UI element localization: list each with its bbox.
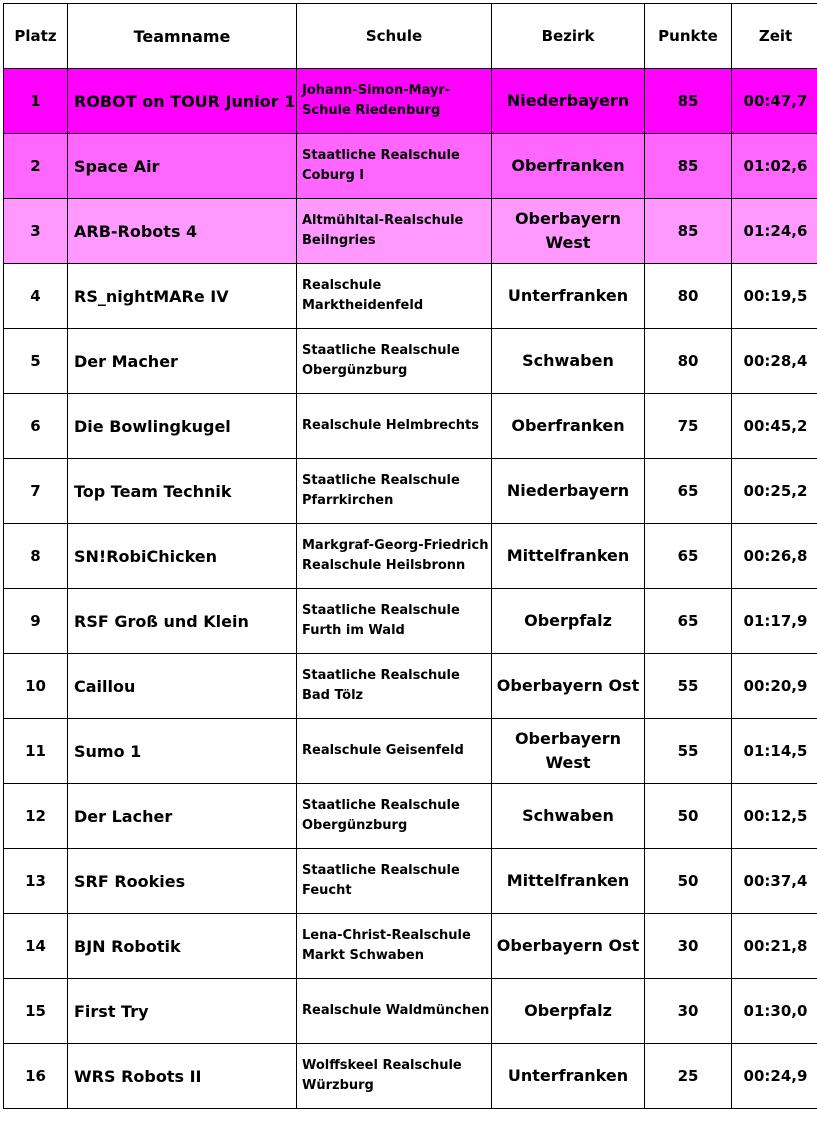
cell-teamname	[68, 849, 297, 914]
header-zeit: Zeit	[732, 4, 817, 69]
cell-teamname	[68, 134, 297, 199]
cell-platz: 3	[4, 199, 68, 264]
table-row	[4, 264, 817, 329]
cell-bezirk	[492, 134, 645, 199]
cell-bezirk-text: Unterfranken	[507, 1066, 629, 1085]
cell-bezirk	[492, 524, 645, 589]
cell-punkte: 65	[645, 459, 732, 524]
cell-zeit: 01:02,6	[732, 134, 817, 199]
cell-zeit: 00:12,5	[732, 784, 817, 849]
cell-schule-text: Staatliche Realschule Pfarrkirchen	[302, 473, 460, 508]
cell-teamname-text: ARB-Robots 4	[74, 221, 198, 241]
cell-platz: 16	[4, 1044, 68, 1109]
table-body	[4, 69, 817, 1109]
header-teamname: Teamname	[68, 4, 297, 69]
results-table	[3, 3, 817, 1109]
table-row	[4, 979, 817, 1044]
cell-teamname	[68, 329, 297, 394]
cell-teamname	[68, 654, 297, 719]
cell-bezirk	[492, 69, 645, 134]
cell-punkte: 75	[645, 394, 732, 459]
cell-platz: 10	[4, 654, 68, 719]
header-bezirk: Bezirk	[492, 4, 645, 69]
cell-teamname	[68, 459, 297, 524]
cell-schule	[297, 914, 492, 979]
cell-bezirk	[492, 654, 645, 719]
table-row	[4, 1044, 817, 1109]
cell-teamname-text: WRS Robots II	[74, 1066, 202, 1086]
cell-bezirk	[492, 394, 645, 459]
cell-schule	[297, 849, 492, 914]
cell-zeit: 00:47,7	[732, 69, 817, 134]
cell-punkte: 55	[645, 654, 732, 719]
header-row	[4, 4, 817, 69]
cell-platz: 7	[4, 459, 68, 524]
cell-zeit: 01:30,0	[732, 979, 817, 1044]
cell-teamname	[68, 199, 297, 264]
cell-platz: 14	[4, 914, 68, 979]
cell-punkte: 80	[645, 264, 732, 329]
table-row	[4, 69, 817, 134]
cell-platz: 11	[4, 719, 68, 784]
cell-bezirk	[492, 849, 645, 914]
table-row	[4, 849, 817, 914]
cell-punkte: 85	[645, 199, 732, 264]
cell-platz: 1	[4, 69, 68, 134]
cell-bezirk-text: Oberfranken	[511, 416, 625, 435]
cell-schule	[297, 784, 492, 849]
cell-schule-text: Realschule Waldmünchen	[302, 1003, 490, 1018]
cell-schule-text: Markgraf-Georg-Friedrich Realschule Heilsbronn	[302, 538, 489, 573]
cell-punkte: 80	[645, 329, 732, 394]
table-row	[4, 719, 817, 784]
cell-punkte: 25	[645, 1044, 732, 1109]
cell-schule	[297, 69, 492, 134]
cell-teamname	[68, 264, 297, 329]
cell-bezirk	[492, 979, 645, 1044]
cell-teamname-text: Space Air	[74, 156, 160, 176]
cell-platz: 5	[4, 329, 68, 394]
cell-schule	[297, 134, 492, 199]
cell-teamname-text: SN!RobiChicken	[74, 546, 218, 566]
cell-platz: 13	[4, 849, 68, 914]
cell-zeit: 01:17,9	[732, 589, 817, 654]
table-row	[4, 394, 817, 459]
cell-zeit: 00:28,4	[732, 329, 817, 394]
cell-zeit: 00:45,2	[732, 394, 817, 459]
cell-bezirk-text: Oberbayern West	[514, 209, 622, 252]
cell-schule	[297, 719, 492, 784]
table-row	[4, 654, 817, 719]
cell-punkte: 30	[645, 914, 732, 979]
cell-teamname-text: RSF Groß und Klein	[74, 611, 249, 631]
cell-schule-text: Staatliche Realschule Coburg I	[302, 148, 460, 183]
cell-platz: 9	[4, 589, 68, 654]
cell-teamname-text: RS_nightMARe IV	[74, 286, 229, 306]
cell-punkte: 85	[645, 69, 732, 134]
cell-bezirk-text: Mittelfranken	[506, 871, 630, 890]
cell-punkte: 55	[645, 719, 732, 784]
cell-teamname	[68, 524, 297, 589]
cell-schule-text: Wolffskeel Realschule Würzburg	[302, 1058, 462, 1093]
cell-schule	[297, 654, 492, 719]
cell-schule	[297, 264, 492, 329]
cell-bezirk	[492, 719, 645, 784]
cell-zeit: 01:24,6	[732, 199, 817, 264]
cell-zeit: 01:14,5	[732, 719, 817, 784]
table-row	[4, 329, 817, 394]
cell-schule-text: Realschule Geisenfeld	[302, 743, 464, 758]
table-row	[4, 524, 817, 589]
cell-zeit: 00:37,4	[732, 849, 817, 914]
cell-teamname-text: Der Macher	[74, 351, 178, 371]
cell-schule-text: Staatliche Realschule Feucht	[302, 863, 460, 898]
cell-teamname-text: Caillou	[74, 676, 136, 696]
cell-punkte: 50	[645, 849, 732, 914]
cell-platz: 6	[4, 394, 68, 459]
cell-bezirk-text: Oberpfalz	[524, 611, 612, 630]
cell-schule-text: Lena-Christ-Realschule Markt Schwaben	[302, 928, 471, 963]
cell-schule-text: Staatliche Realschule Obergünzburg	[302, 798, 460, 833]
cell-teamname-text: Sumo 1	[74, 741, 142, 761]
cell-schule-text: Staatliche Realschule Obergünzburg	[302, 343, 460, 378]
cell-schule-text: Realschule Helmbrechts	[302, 418, 479, 433]
cell-teamname-text: Top Team Technik	[74, 481, 232, 501]
cell-schule	[297, 394, 492, 459]
cell-bezirk-text: Schwaben	[522, 351, 614, 370]
cell-schule	[297, 199, 492, 264]
cell-teamname	[68, 784, 297, 849]
cell-teamname-text: First Try	[74, 1001, 149, 1021]
cell-bezirk-text: Oberbayern Ost	[496, 676, 640, 695]
cell-punkte: 30	[645, 979, 732, 1044]
table-row	[4, 134, 817, 199]
header-schule: Schule	[297, 4, 492, 69]
cell-schule-text: Staatliche Realschule Furth im Wald	[302, 603, 460, 638]
table-row	[4, 459, 817, 524]
table-row	[4, 784, 817, 849]
cell-teamname	[68, 914, 297, 979]
cell-punkte: 50	[645, 784, 732, 849]
cell-bezirk-text: Schwaben	[522, 806, 614, 825]
cell-platz: 15	[4, 979, 68, 1044]
cell-zeit: 00:26,8	[732, 524, 817, 589]
table-row	[4, 589, 817, 654]
cell-teamname	[68, 719, 297, 784]
cell-schule	[297, 329, 492, 394]
cell-bezirk	[492, 589, 645, 654]
cell-zeit: 00:21,8	[732, 914, 817, 979]
cell-schule-text: Realschule Marktheidenfeld	[302, 278, 424, 313]
table-row	[4, 914, 817, 979]
cell-bezirk	[492, 329, 645, 394]
cell-teamname	[68, 979, 297, 1044]
cell-bezirk	[492, 1044, 645, 1109]
cell-zeit: 00:19,5	[732, 264, 817, 329]
cell-schule	[297, 524, 492, 589]
cell-bezirk-text: Niederbayern	[506, 481, 630, 500]
cell-teamname-text: BJN Robotik	[74, 936, 181, 956]
cell-bezirk-text: Oberbayern West	[514, 729, 622, 772]
cell-schule-text: Staatliche Realschule Bad Tölz	[302, 668, 460, 703]
cell-platz: 12	[4, 784, 68, 849]
cell-schule	[297, 459, 492, 524]
cell-teamname-text: SRF Rookies	[74, 871, 186, 891]
header-punkte: Punkte	[645, 4, 732, 69]
cell-teamname	[68, 394, 297, 459]
cell-schule-text: Altmühltal-Realschule Beilngries	[302, 213, 464, 248]
cell-bezirk-text: Unterfranken	[507, 286, 629, 305]
cell-zeit: 00:20,9	[732, 654, 817, 719]
cell-teamname	[68, 69, 297, 134]
cell-bezirk	[492, 784, 645, 849]
cell-teamname	[68, 1044, 297, 1109]
table-row	[4, 199, 817, 264]
cell-bezirk-text: Oberpfalz	[524, 1001, 612, 1020]
cell-bezirk	[492, 264, 645, 329]
cell-zeit: 00:24,9	[732, 1044, 817, 1109]
cell-zeit: 00:25,2	[732, 459, 817, 524]
cell-punkte: 65	[645, 589, 732, 654]
cell-teamname-text: Die Bowlingkugel	[74, 416, 231, 436]
cell-punkte: 65	[645, 524, 732, 589]
cell-bezirk-text: Oberfranken	[511, 156, 625, 175]
cell-bezirk-text: Oberbayern Ost	[496, 936, 640, 955]
cell-schule	[297, 1044, 492, 1109]
cell-bezirk	[492, 459, 645, 524]
cell-teamname-text: ROBOT on TOUR Junior 1	[74, 91, 296, 111]
cell-schule-text: Johann-Simon-Mayr- Schule Riedenburg	[302, 83, 451, 118]
cell-platz: 8	[4, 524, 68, 589]
cell-teamname	[68, 589, 297, 654]
cell-bezirk	[492, 199, 645, 264]
cell-schule	[297, 979, 492, 1044]
cell-schule	[297, 589, 492, 654]
cell-platz: 2	[4, 134, 68, 199]
header-platz: Platz	[4, 4, 68, 69]
cell-bezirk	[492, 914, 645, 979]
cell-bezirk-text: Mittelfranken	[506, 546, 630, 565]
cell-punkte: 85	[645, 134, 732, 199]
cell-platz: 4	[4, 264, 68, 329]
cell-teamname-text: Der Lacher	[74, 806, 173, 826]
cell-bezirk-text: Niederbayern	[506, 91, 630, 110]
